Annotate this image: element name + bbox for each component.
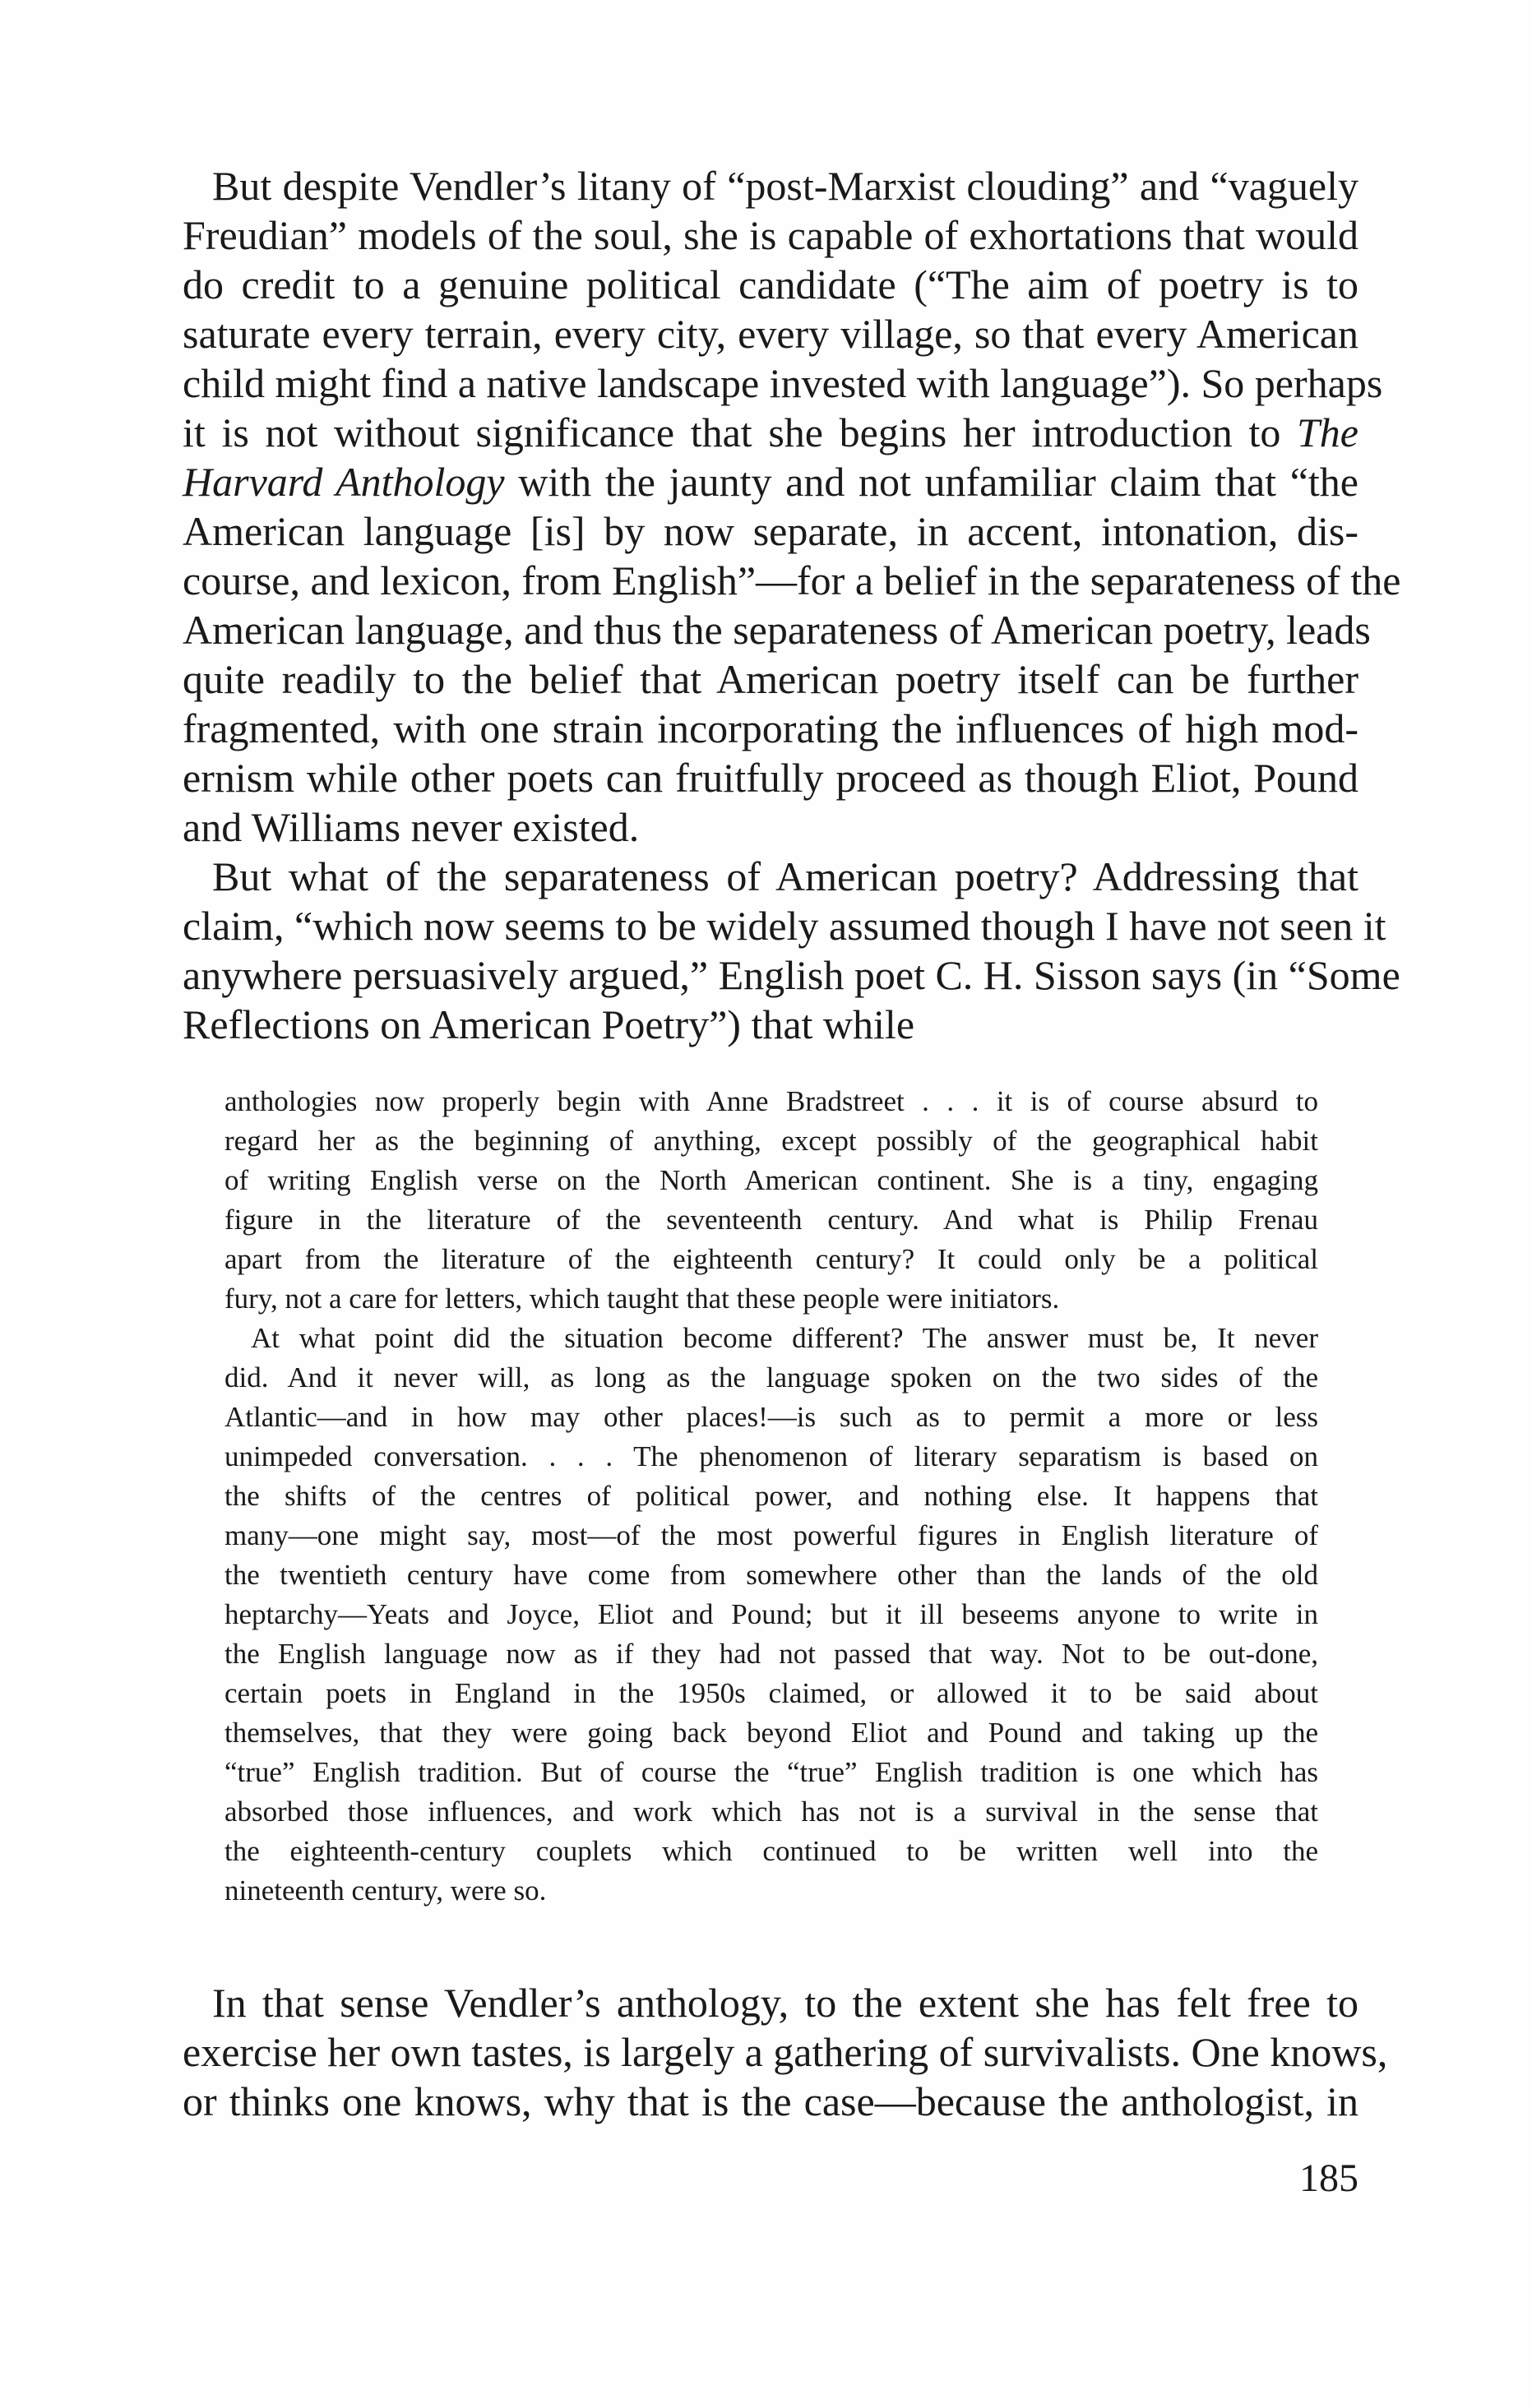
text-line: fragmented, with one strain incorporating the influences of high mod- — [183, 705, 1358, 751]
text-line: anywhere persuasively argued,” English poet C. H. Sisson says (in “Some — [183, 952, 1400, 998]
text-line: But what of the separateness of American poetry? Addressing that — [212, 853, 1358, 899]
quote-line: At what point did the situation become different? The answer must be, It never — [251, 1322, 1318, 1354]
book-title-italic: Harvard Anthology — [183, 459, 505, 505]
text-line: In that sense Vendler’s anthology, to the extent she has felt free to — [212, 1980, 1358, 2026]
text-line: Reflections on American Poetry”) that while — [183, 1001, 915, 1047]
quote-line: heptarchy—Yeats and Joyce, Eliot and Pound; but it ill beseems anyone to write in — [224, 1598, 1318, 1630]
text-line: Freudian” models of the soul, she is capable of exhortations that would — [183, 212, 1358, 258]
quote-line: “true” English tradition. But of course the “true” English tradition is one which has — [224, 1756, 1318, 1788]
text-run: with the jaunty and not unfamiliar claim that “the — [504, 459, 1358, 505]
text-line: course, and lexicon, from English”—for a belief in the separateness of the — [183, 557, 1401, 603]
text-line: American language, and thus the separateness of American poetry, leads — [183, 607, 1371, 653]
quote-line: the twentieth century have come from somewhere other than the lands of the old — [224, 1559, 1318, 1591]
quote-line: Atlantic—and in how may other places!—is such as to permit a more or less — [224, 1401, 1318, 1433]
text-line: quite readily to the belief that American poetry itself can be further — [183, 656, 1358, 702]
text-line: ernism while other poets can fruitfully proceed as though Eliot, Pound — [183, 755, 1358, 801]
quote-line: absorbed those influences, and work which has not is a survival in the sense that — [224, 1796, 1318, 1828]
quote-line: the English language now as if they had not passed that way. Not to be out-done, — [224, 1638, 1318, 1670]
quote-line: figure in the literature of the seventeenth century. And what is Philip Frenau — [224, 1204, 1318, 1236]
text-line: and Williams never existed. — [183, 804, 640, 850]
quote-line: anthologies now properly begin with Anne Bradstreet . . . it is of course absurd to — [224, 1085, 1318, 1117]
quote-line: apart from the literature of the eighteenth century? It could only be a political — [224, 1243, 1318, 1275]
text-line: American language [is] by now separate, in accent, intonation, dis- — [183, 508, 1358, 554]
text-line: exercise her own tastes, is largely a gathering of survivalists. One knows, — [183, 2029, 1388, 2075]
quote-line: fury, not a care for letters, which taught that these people were initiators. — [224, 1283, 1060, 1315]
text-line: or thinks one knows, why that is the case—because the anthologist, in — [183, 2078, 1358, 2124]
quote-line: unimpeded conversation. . . . The phenomenon of literary separatism is based on — [224, 1440, 1318, 1472]
text-line: claim, “which now seems to be widely assumed though I have not seen it — [183, 903, 1386, 949]
quote-line: the eighteenth-century couplets which continued to be written well into the — [224, 1835, 1318, 1867]
book-title-italic: The — [1297, 409, 1358, 455]
quote-line: the shifts of the centres of political power, and nothing else. It happens that — [224, 1480, 1318, 1512]
quote-line: themselves, that they were going back beyond Eliot and Pound and taking up the — [224, 1717, 1318, 1749]
quote-line: certain poets in England in the 1950s claimed, or allowed it to be said about — [224, 1677, 1318, 1709]
text-line: But despite Vendler’s litany of “post-Marxist clouding” and “vaguely — [212, 163, 1358, 209]
text-line — [183, 408, 1358, 457]
quote-line: regard her as the beginning of anything, except possibly of the geographical habit — [224, 1125, 1318, 1157]
quote-line: many—one might say, most—of the most powerful figures in English literature of — [224, 1519, 1318, 1551]
text-line: do credit to a genuine political candidate (“The aim of poetry is to — [183, 261, 1358, 307]
text-line: saturate every terrain, every city, every village, so that every American — [183, 311, 1358, 357]
quote-line: did. And it never will, as long as the language spoken on the two sides of the — [224, 1361, 1318, 1393]
text-run: it is not without significance that she begins her introduction to — [183, 409, 1297, 455]
text-line — [183, 457, 1358, 506]
quote-line: nineteenth century, were so. — [224, 1874, 547, 1907]
quote-line: of writing English verse on the North American continent. She is a tiny, engaging — [224, 1164, 1318, 1196]
text-line: child might find a native landscape invested with language”). So perhaps — [183, 360, 1383, 406]
page-number: 185 — [1299, 2156, 1358, 2200]
